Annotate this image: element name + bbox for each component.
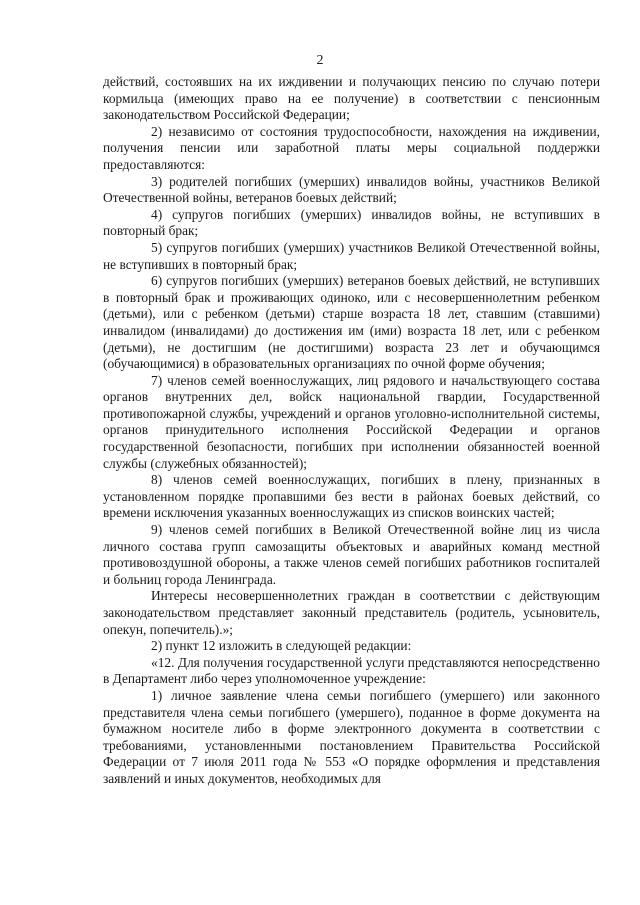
paragraph-13: 1) личное заявление члена семьи погибшего (умершего) или законного представителя члена семьи погибшего (умершего), поданное в форме документа на бумажном носителе либо в форме электронного документа в соответствии с требованиями, установленными постановлением Правительства Российской Федерации от 7 июля 2011 года № 553 «О порядке оформления и представления заявлений и иных документов, необходимых для — [103, 687, 600, 786]
paragraph-6: 6) супругов погибших (умерших) ветеранов боевых действий, не вступивших в повторный брак и проживающих одиноко, или с несовершеннолетним ребенком (детьми), или с ребенком (детьми) старше возраста 18 лет, ставшим (ставшими) инвалидом (инвалидами) до достижения им (ими) возраста 18 лет, или с ребенком (детьми), не достигшим (не достигшими) возраста 23 лет и обучающимся (обучающимися) в образовательных организациях по очной форме обучения; — [103, 273, 600, 372]
document-body — [103, 74, 600, 788]
page-number: 2 — [316, 53, 324, 68]
paragraph-4: 4) супругов погибших (умерших) инвалидов войны, не вступивших в повторный брак; — [103, 206, 600, 239]
paragraph-7: 7) членов семей военнослужащих, лиц рядового и начальствующего состава органов внутренних дел, войск национальной гвардии, Государственной противопожарной службы, учреждений и органов уголовно-исполнительной системы, органов принудительного исполнения Российской Федерации и органов государственной безопасности, погибших при исполнении обязанностей военной службы (служебных обязанностей); — [103, 372, 600, 471]
paragraph-8: 8) членов семей военнослужащих, погибших в плену, признанных в установленном порядке пропавшими без вести в районах боевых действий, со времени исключения указанных военнослужащих из списков воинских частей; — [103, 472, 600, 521]
paragraph-11: 2) пункт 12 изложить в следующей редакции: — [151, 638, 412, 654]
paragraph-5: 5) супругов погибших (умерших) участников Великой Отечественной войны, не вступивших в повторный брак; — [103, 239, 600, 272]
paragraph-3: 3) родителей погибших (умерших) инвалидов войны, участников Великой Отечественной войны, ветеранов боевых действий; — [103, 173, 600, 206]
paragraph-10: Интересы несовершеннолетних граждан в соответствии с действующим законодательством представляет законный представитель (родитель, усыновитель, опекун, попечитель).»; — [103, 588, 600, 637]
paragraph-12: «12. Для получения государственной услуги представляются непосредственно в Департамент либо через уполномоченное учреждение: — [103, 654, 600, 687]
paragraph-9: 9) членов семей погибших в Великой Отечественной войне лиц из числа личного состава групп самозащиты объектовых и аварийных команд местной противовоздушной обороны, а также членов семей погибших работников госпиталей и больниц города Ленинграда. — [103, 522, 600, 587]
paragraph-1: действий, состоявших на их иждивении и получающих пенсию по случаю потери кормильца (имеющих право на ее получение) в соответствии с пенсионным законодательством Российской Федерации; — [103, 74, 600, 123]
paragraph-2: 2) независимо от состояния трудоспособности, нахождения на иждивении, получения пенсии или заработной платы меры социальной поддержки предоставляются: — [103, 123, 600, 172]
